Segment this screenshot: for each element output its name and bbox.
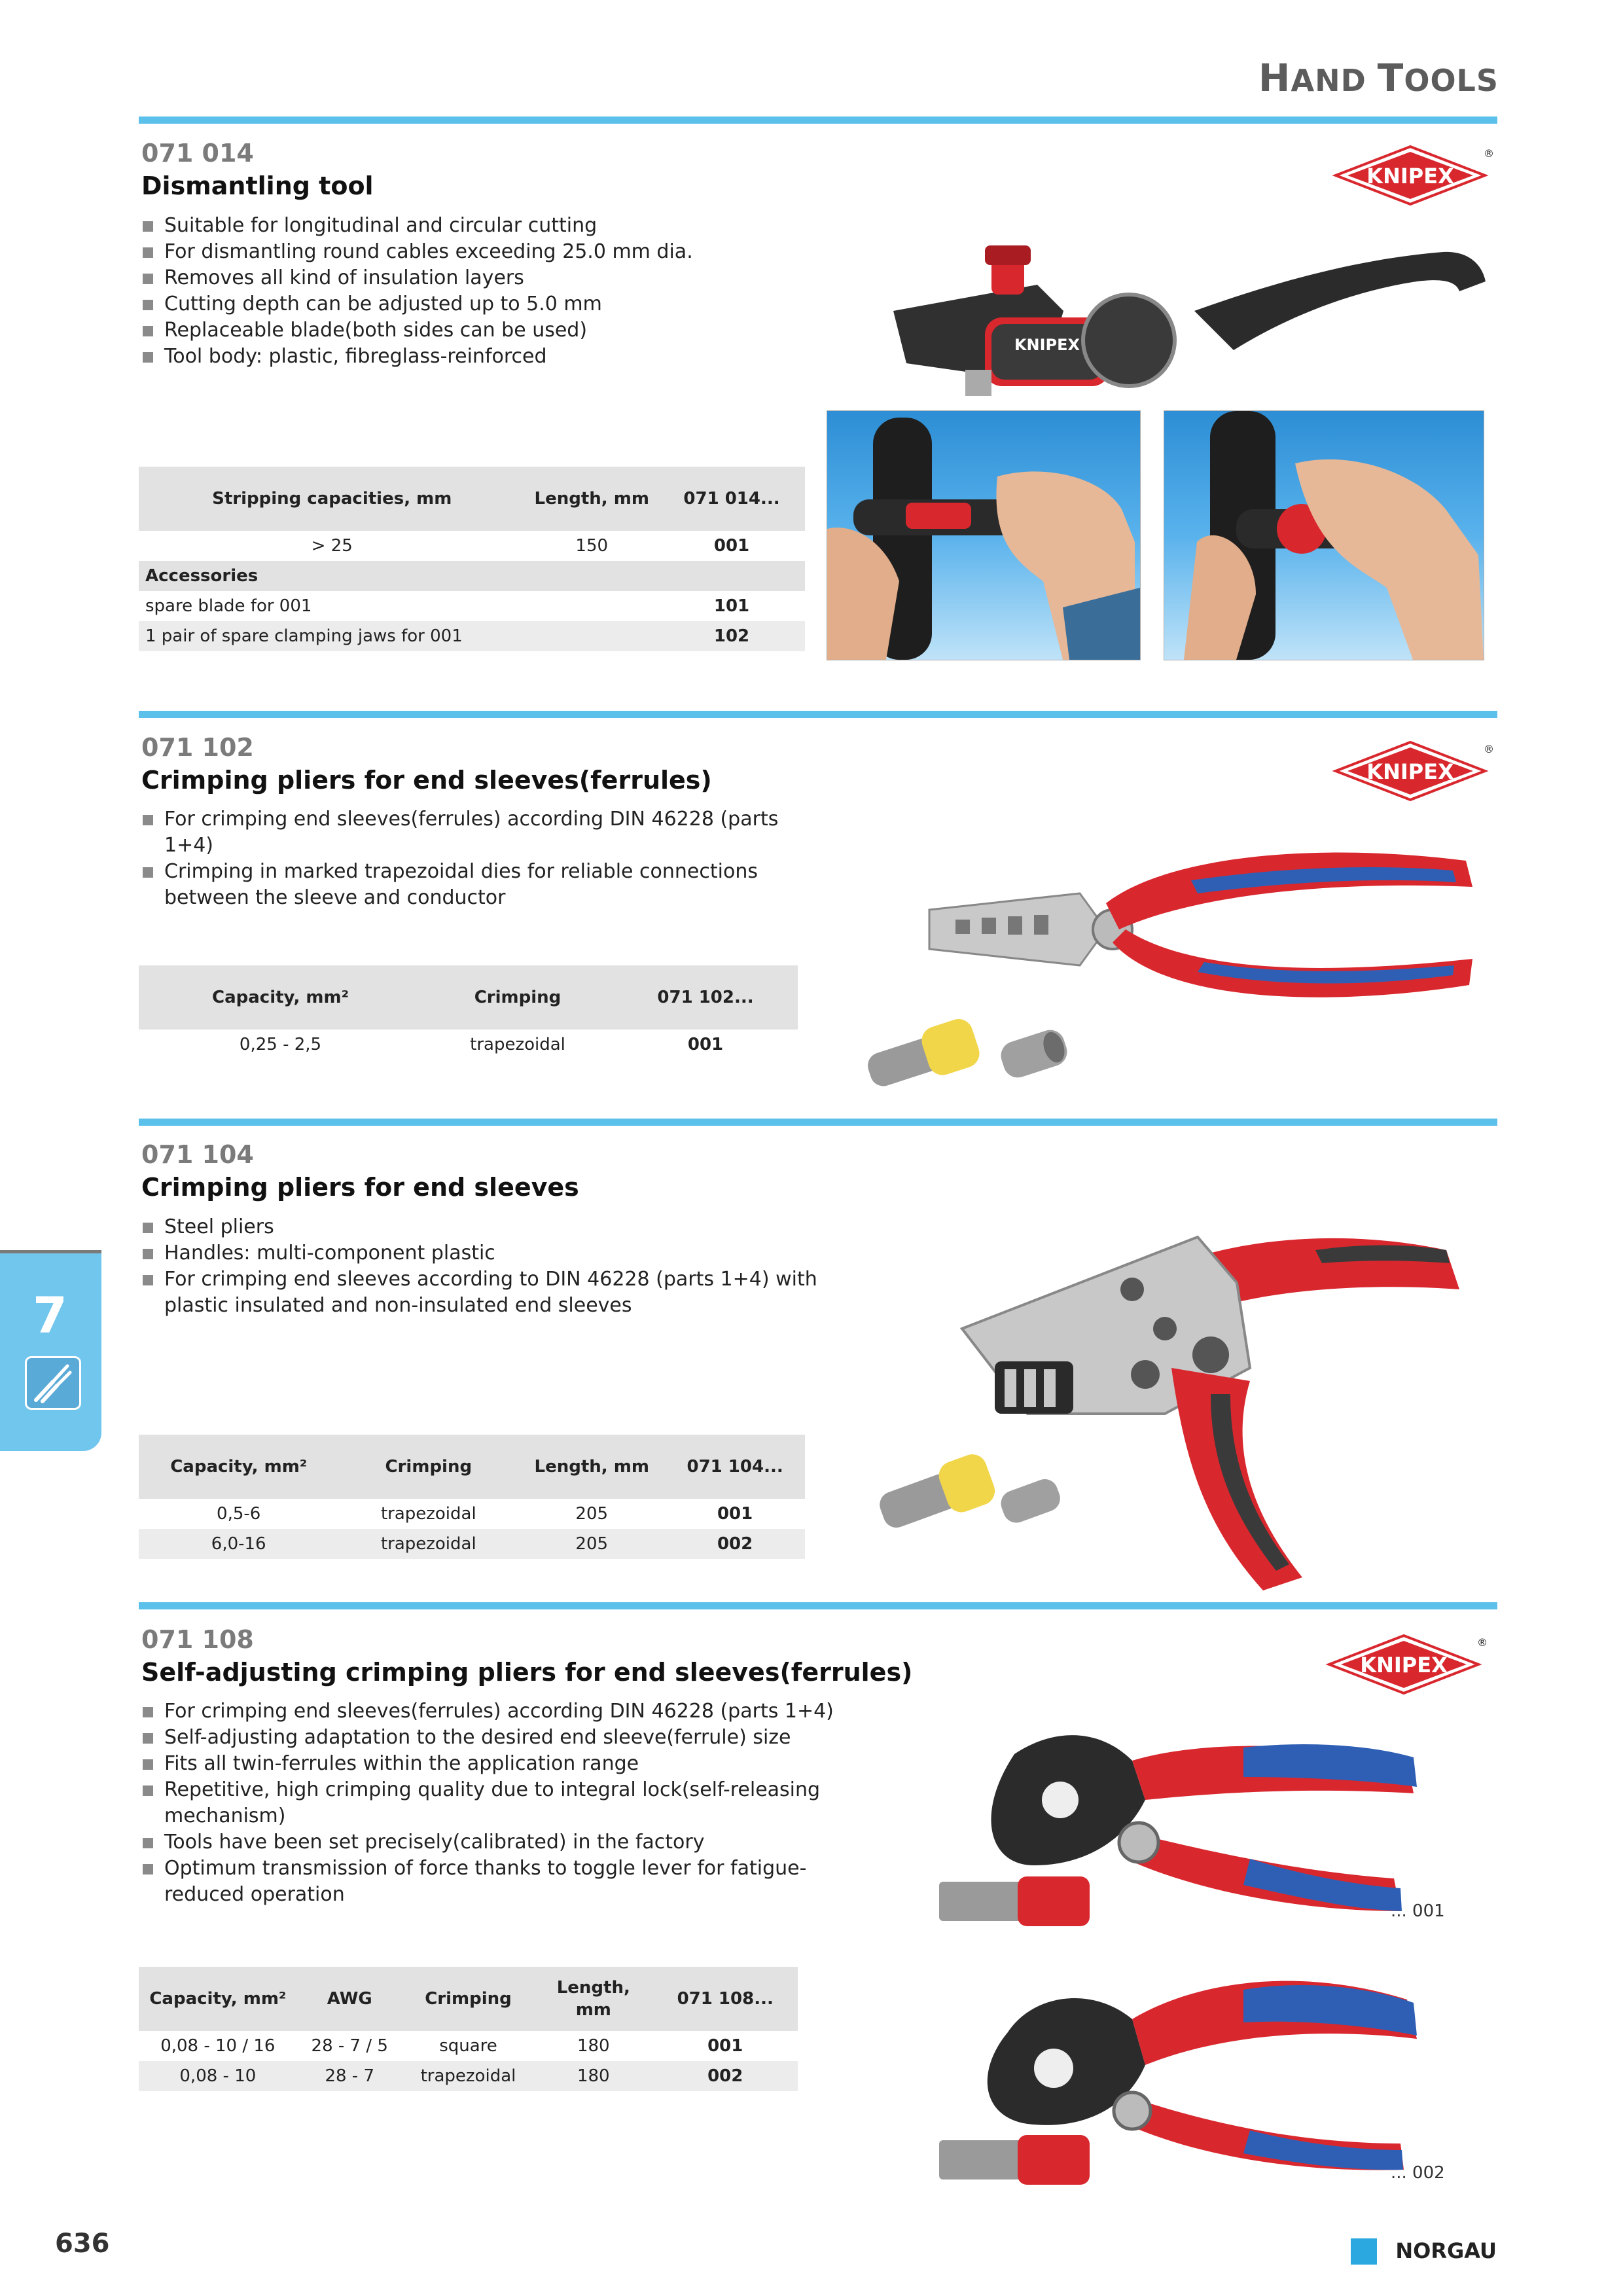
product-title: Dismantling tool <box>141 171 374 200</box>
feature-item: For crimping end sleeves(ferrules) according DIN 46228 (parts 1+4) <box>141 806 829 859</box>
table-header: 071 102... <box>613 965 798 1030</box>
feature-item: Optimum transmission of force thanks to toggle lever for fatigue-reduced operation <box>141 1856 835 1908</box>
table-header: Crimping <box>402 1967 534 2031</box>
table-row: 6,0-16 trapezoidal 205 002 <box>139 1529 805 1559</box>
feature-item: For dismantling round cables exceeding 25.0 mm dia. <box>141 239 693 265</box>
feature-item: Replaceable blade(both sides can be used) <box>141 317 693 344</box>
usage-photo <box>827 410 1141 660</box>
ferrules-image <box>851 995 1086 1093</box>
feature-item: Removes all kind of insulation layers <box>141 265 693 291</box>
page-number: 636 <box>55 2229 110 2259</box>
page-header-title: HAND TOOLS <box>1258 56 1499 100</box>
product-title: Self-adjusting crimping pliers for end sleeves(ferrules) <box>141 1658 913 1687</box>
feature-item: Steel pliers <box>141 1214 829 1240</box>
table-header: 071 104... <box>665 1435 805 1499</box>
product-code: 071 108 <box>141 1625 254 1654</box>
knipex-logo <box>1325 1632 1488 1697</box>
section-divider <box>139 1119 1497 1126</box>
table-header: 071 014... <box>658 467 805 531</box>
dismantling-tool-image <box>867 219 1495 396</box>
svg-text:KNIPEX: KNIPEX <box>1366 759 1454 784</box>
feature-item: Self-adjusting adaptation to the desired end sleeve(ferrule) size <box>141 1725 835 1751</box>
svg-text:®: ® <box>1484 147 1494 160</box>
table-header: Capacity, mm² <box>139 1435 338 1499</box>
table-header: Length, mm <box>525 467 658 531</box>
table-row: > 25 150 001 <box>311 536 750 556</box>
feature-list <box>141 213 693 370</box>
feature-item: Repetitive, high crimping quality due to integral lock(self-releasing mechanism) <box>141 1777 835 1829</box>
table-row: 0,25 - 2,5 trapezoidal 001 <box>239 1035 724 1054</box>
feature-item: Crimping in marked trapezoidal dies for reliable connections between the sleeve and conductor <box>141 859 829 911</box>
feature-item: Tools have been set precisely(calibrated) in the factory <box>141 1829 835 1856</box>
svg-text:KNIPEX: KNIPEX <box>1014 336 1080 354</box>
table-header: 071 108... <box>652 1967 798 2031</box>
accessories-header: Accessories <box>139 561 805 591</box>
table-row: 0,08 - 10 / 16 28 - 7 / 5 square 180 001 <box>160 2036 743 2056</box>
image-label: ... 002 <box>1391 2163 1445 2183</box>
table-header: Capacity, mm² <box>139 1967 297 2031</box>
feature-item: For crimping end sleeves according to DIN 46228 (parts 1+4) with plastic insulated and non-insulated end sleeves <box>141 1266 829 1319</box>
svg-text:®: ® <box>1484 743 1494 755</box>
section-divider <box>139 711 1497 718</box>
svg-text:®: ® <box>1477 1636 1488 1649</box>
feature-item: Handles: multi-component plastic <box>141 1240 829 1266</box>
spec-table <box>139 1435 805 1559</box>
feature-item: Cutting depth can be adjusted up to 5.0 mm <box>141 291 693 317</box>
pliers-icon <box>25 1356 81 1410</box>
twin-ferrule-image <box>933 2127 1096 2193</box>
product-code: 071 104 <box>141 1140 254 1169</box>
table-row: 0,5-6 trapezoidal 205 001 <box>217 1504 753 1524</box>
product-title: Crimping pliers for end sleeves <box>141 1173 579 1202</box>
image-label: ... 001 <box>1391 1901 1445 1921</box>
norgau-logo-square <box>1351 2238 1377 2265</box>
spec-table <box>139 467 805 651</box>
product-code: 071 014 <box>141 139 254 168</box>
spec-table <box>139 1967 798 2091</box>
table-header: Length, mm <box>518 1435 665 1499</box>
chapter-tab[interactable] <box>0 1253 101 1451</box>
table-header: Crimping <box>422 965 613 1030</box>
feature-list <box>141 806 829 911</box>
section-divider <box>139 117 1497 124</box>
twin-ferrule-image <box>933 1869 1096 1934</box>
norgau-brand: NORGAU <box>1395 2238 1497 2263</box>
feature-item: Fits all twin-ferrules within the application range <box>141 1751 835 1777</box>
table-header: Stripping capacities, mm <box>139 467 525 531</box>
chapter-number: 7 <box>33 1286 67 1344</box>
table-header: Length, mm <box>534 1967 652 2031</box>
table-header: AWG <box>297 1967 402 2031</box>
table-row: spare blade for 001 101 <box>145 596 750 616</box>
spec-table <box>139 965 798 1060</box>
feature-list <box>141 1698 835 1908</box>
usage-photo <box>1164 410 1484 660</box>
table-row: 1 pair of spare clamping jaws for 001 102 <box>139 621 805 651</box>
ferrules-image <box>864 1430 1073 1535</box>
knipex-logo <box>1332 738 1494 804</box>
table-header: Capacity, mm² <box>139 965 422 1030</box>
svg-text:KNIPEX: KNIPEX <box>1360 1653 1448 1677</box>
table-row: 0,08 - 10 28 - 7 trapezoidal 180 002 <box>139 2061 798 2091</box>
feature-item: Tool body: plastic, fibreglass-reinforced <box>141 344 693 370</box>
product-code: 071 102 <box>141 733 254 762</box>
feature-item: For crimping end sleeves(ferrules) according DIN 46228 (parts 1+4) <box>141 1698 835 1725</box>
table-header: Crimping <box>338 1435 518 1499</box>
product-title: Crimping pliers for end sleeves(ferrules) <box>141 766 712 795</box>
svg-text:KNIPEX: KNIPEX <box>1366 164 1454 188</box>
section-divider <box>139 1602 1497 1609</box>
feature-list <box>141 1214 829 1319</box>
feature-item: Suitable for longitudinal and circular cutting <box>141 213 693 239</box>
knipex-logo <box>1332 143 1494 208</box>
